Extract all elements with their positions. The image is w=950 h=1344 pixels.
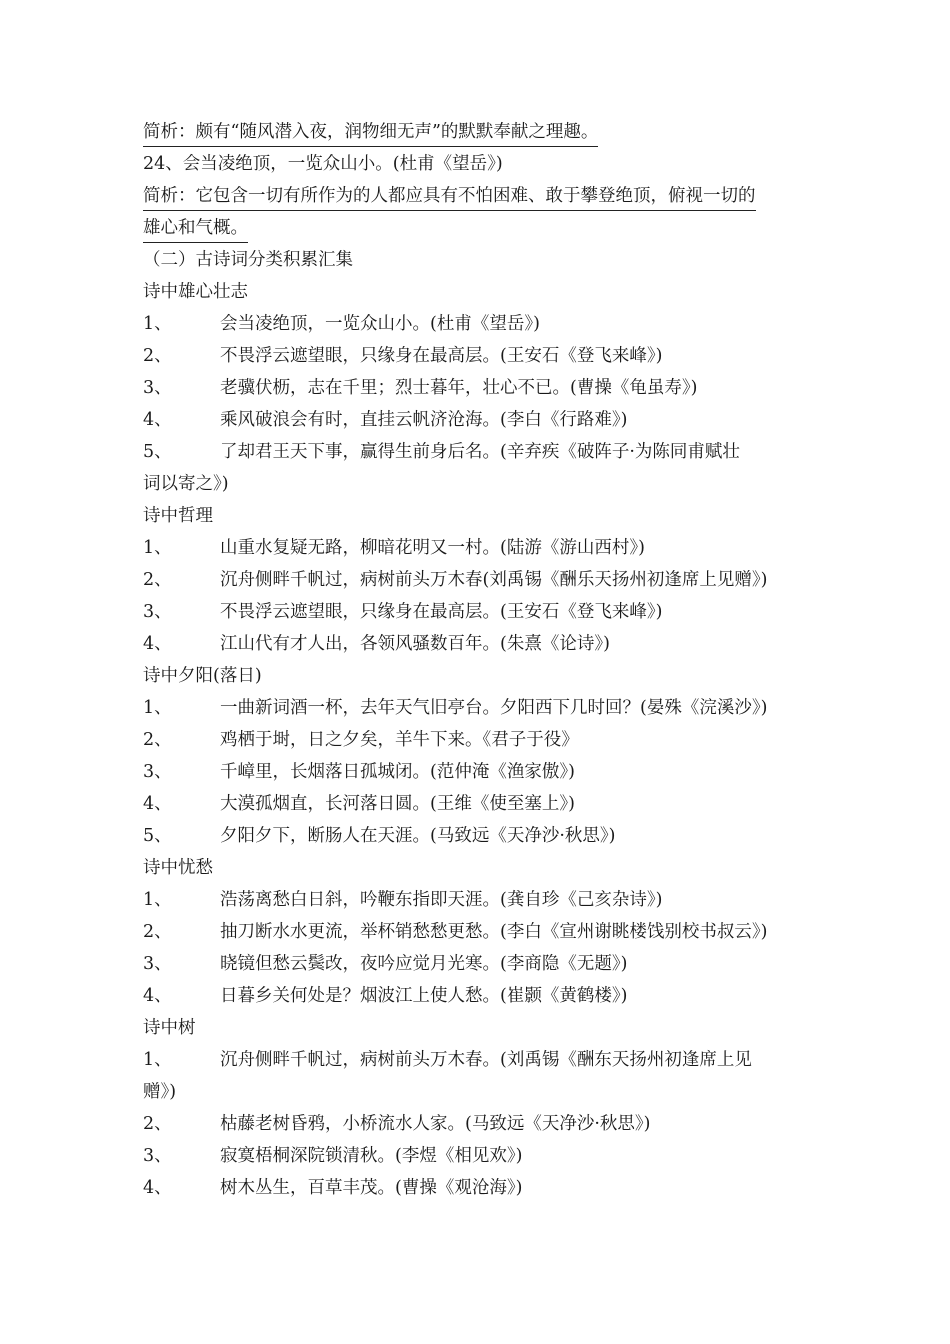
item-text: 枯藤老树昏鸦，小桥流水人家。(马致远《天净沙·秋思》) xyxy=(220,1114,651,1134)
item-number: 3、 xyxy=(143,762,172,782)
poem-item xyxy=(143,756,813,788)
analysis-text: 简析：颇有“随风潜入夜，润物细无声”的默默奉献之理趣。 xyxy=(143,118,598,147)
analysis-text-2a: 简析：它包含一切有所作为的人都应具有不怕困难、敢于攀登绝顶，俯视一切的 xyxy=(143,182,756,211)
item-number: 4、 xyxy=(143,634,172,654)
poem-item xyxy=(143,916,813,948)
item-number: 1、 xyxy=(143,890,172,910)
item-text: 江山代有才人出，各领风骚数百年。(朱熹《论诗》) xyxy=(220,634,610,654)
item-number: 3、 xyxy=(143,378,172,398)
poem-item xyxy=(143,980,813,1012)
item-number: 1、 xyxy=(143,538,172,558)
item-text: 不畏浮云遮望眼，只缘身在最高层。(王安石《登飞来峰》) xyxy=(220,602,663,622)
item-text: 山重水复疑无路，柳暗花明又一村。(陆游《游山西村》) xyxy=(220,538,645,558)
item-number: 3、 xyxy=(143,1146,172,1166)
poem-item-24: 24、会当凌绝顶，一览众山小。(杜甫《望岳》) xyxy=(143,154,503,174)
item-text: 日暮乡关何处是？烟波江上使人愁。(崔颢《黄鹤楼》) xyxy=(220,986,628,1006)
poem-item xyxy=(143,404,813,436)
analysis-line-2b xyxy=(143,212,813,244)
poem-item xyxy=(143,1044,813,1076)
group-title: 诗中雄心壮志 xyxy=(143,282,248,302)
item-text: 夕阳夕下，断肠人在天涯。(马致远《天净沙·秋思》) xyxy=(220,826,616,846)
item-number: 1、 xyxy=(143,1050,172,1070)
poem-item xyxy=(143,1108,813,1140)
item-number: 2、 xyxy=(143,730,172,750)
item-number: 1、 xyxy=(143,698,172,718)
poem-item xyxy=(143,884,813,916)
poem-item xyxy=(143,628,813,660)
group-title: 诗中哲理 xyxy=(143,506,213,526)
poem-item xyxy=(143,372,813,404)
analysis-line-2 xyxy=(143,180,813,212)
poem-item xyxy=(143,596,813,628)
poem-item xyxy=(143,340,813,372)
item-number: 2、 xyxy=(143,346,172,366)
section-title: （二）古诗词分类积累汇集 xyxy=(143,250,353,270)
item-text: 浩荡离愁白日斜，吟鞭东指即天涯。(龚自珍《己亥杂诗》) xyxy=(220,890,663,910)
poem-item xyxy=(143,948,813,980)
item-text: 了却君王天下事，赢得生前身后名。(辛弃疾《破阵子·为陈同甫赋壮 xyxy=(220,442,740,462)
item-text: 乘风破浪会有时，直挂云帆济沧海。(李白《行路难》) xyxy=(220,410,628,430)
item-number: 4、 xyxy=(143,1178,172,1198)
group-title: 诗中忧愁 xyxy=(143,858,213,878)
item-text: 不畏浮云遮望眼，只缘身在最高层。(王安石《登飞来峰》) xyxy=(220,346,663,366)
item-text: 大漠孤烟直，长河落日圆。(王维《使至塞上》) xyxy=(220,794,575,814)
poem-item xyxy=(143,692,813,724)
item-number: 2、 xyxy=(143,922,172,942)
poem-groups xyxy=(143,276,813,1204)
poem-item xyxy=(143,436,813,468)
analysis-text-2b: 雄心和气概。 xyxy=(143,214,248,243)
item-text-continuation: 赠》) xyxy=(143,1082,177,1102)
poem-item xyxy=(143,788,813,820)
item-text: 老骥伏枥，志在千里；烈士暮年，壮心不已。(曹操《龟虽寿》) xyxy=(220,378,698,398)
item-text: 树木丛生，百草丰茂。(曹操《观沧海》) xyxy=(220,1178,523,1198)
item-text: 千嶂里，长烟落日孤城闭。(范仲淹《渔家傲》) xyxy=(220,762,575,782)
poem-item xyxy=(143,1172,813,1204)
item-text: 鸡栖于埘，日之夕矣，羊牛下来。《君子于役》 xyxy=(220,730,579,750)
item-text: 沉舟侧畔千帆过，病树前头万木春。(刘禹锡《酬东天扬州初逢席上见 xyxy=(220,1050,752,1070)
poem-item xyxy=(143,820,813,852)
item-number: 2、 xyxy=(143,570,172,590)
item-text: 会当凌绝顶，一览众山小。(杜甫《望岳》) xyxy=(220,314,540,334)
item-number: 3、 xyxy=(143,602,172,622)
item-text: 抽刀断水水更流，举杯销愁愁更愁。(李白《宣州谢眺楼饯别校书叔云》) xyxy=(220,922,768,942)
poem-item xyxy=(143,724,813,756)
analysis-line xyxy=(143,116,813,148)
item-number: 4、 xyxy=(143,794,172,814)
group-title: 诗中树 xyxy=(143,1018,196,1038)
document-page xyxy=(143,116,813,1204)
item-text: 一曲新词酒一杯，去年天气旧亭台。夕阳西下几时回？(晏殊《浣溪沙》) xyxy=(220,698,768,718)
poem-item xyxy=(143,308,813,340)
item-text: 寂寞梧桐深院锁清秋。(李煜《相见欢》) xyxy=(220,1146,523,1166)
item-text-continuation: 词以寄之》) xyxy=(143,474,229,494)
poem-item xyxy=(143,564,813,596)
item-text: 沉舟侧畔千帆过，病树前头万木春(刘禹锡《酬乐天扬州初逢席上见赠》) xyxy=(220,570,768,590)
item-number: 2、 xyxy=(143,1114,172,1134)
item-number: 4、 xyxy=(143,986,172,1006)
item-number: 1、 xyxy=(143,314,172,334)
group-title: 诗中夕阳(落日) xyxy=(143,666,262,686)
item-number: 3、 xyxy=(143,954,172,974)
item-number: 4、 xyxy=(143,410,172,430)
item-number: 5、 xyxy=(143,442,172,462)
poem-item xyxy=(143,532,813,564)
item-number: 5、 xyxy=(143,826,172,846)
poem-item xyxy=(143,1140,813,1172)
item-text: 晓镜但愁云鬓改，夜吟应觉月光寒。(李商隐《无题》) xyxy=(220,954,628,974)
